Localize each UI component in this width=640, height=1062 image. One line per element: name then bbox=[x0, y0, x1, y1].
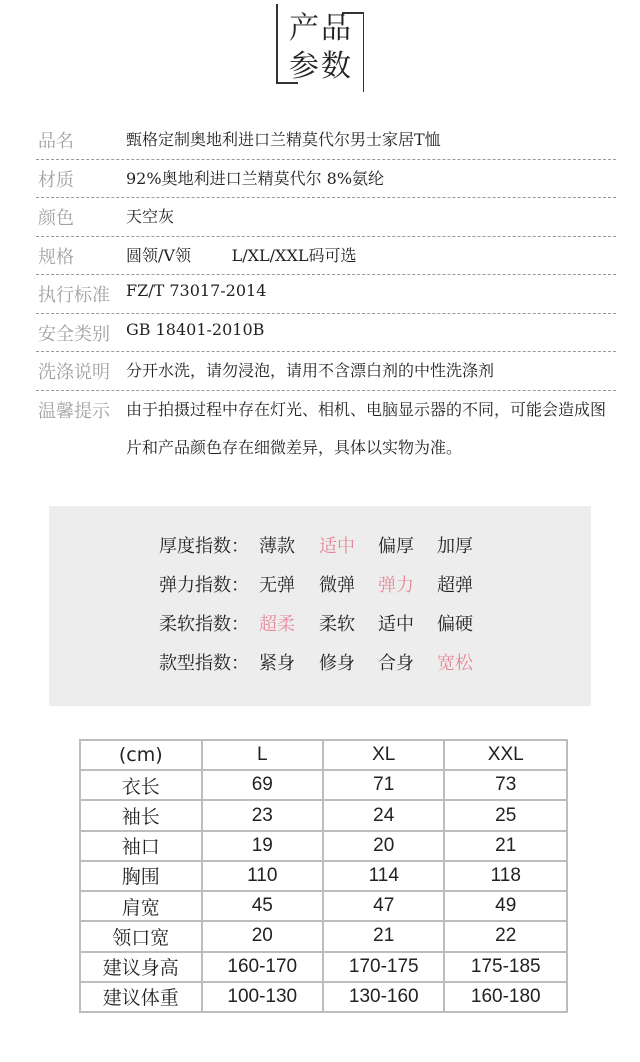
index-option-selected: 适中 bbox=[319, 536, 355, 557]
table-header-cell: L bbox=[202, 740, 323, 770]
table-cell: 19 bbox=[202, 831, 323, 861]
table-cell: 175-185 bbox=[444, 952, 567, 982]
table-row-label: 胸围 bbox=[80, 861, 202, 891]
table-row-label: 建议身高 bbox=[80, 952, 202, 982]
spec-label: 执行标准 bbox=[38, 285, 110, 306]
table-cell: 25 bbox=[444, 800, 567, 830]
table-row bbox=[80, 770, 567, 800]
table-row bbox=[80, 952, 567, 982]
index-label: 款型指数： bbox=[159, 653, 249, 674]
index-option: 偏硬 bbox=[437, 614, 473, 635]
table-row-label: 领口宽 bbox=[80, 921, 202, 951]
index-option: 偏厚 bbox=[378, 536, 414, 557]
spec-value: 分开水洗，请勿浸泡，请用不含漂白剂的中性洗涤剂 bbox=[126, 361, 495, 380]
table-cell: 160-170 bbox=[202, 952, 323, 982]
spec-value: 甄格定制奥地利进口兰精莫代尔男士家居T恤 bbox=[126, 130, 441, 149]
spec-label: 规格 bbox=[38, 246, 74, 268]
spec-value: GB 18401-2010B bbox=[126, 319, 265, 339]
index-option: 修身 bbox=[319, 653, 355, 674]
table-cell: 170-175 bbox=[323, 952, 444, 982]
index-option: 超弹 bbox=[437, 575, 473, 596]
table-row bbox=[80, 800, 567, 830]
section-title bbox=[276, 4, 364, 92]
index-panel bbox=[49, 506, 591, 706]
title-line-2: 参数 bbox=[289, 49, 353, 84]
index-option: 加厚 bbox=[437, 536, 473, 557]
table-row bbox=[80, 891, 567, 921]
spec-row-color bbox=[36, 198, 616, 237]
table-row bbox=[80, 831, 567, 861]
title-bracket-right bbox=[363, 12, 365, 92]
table-cell: 23 bbox=[202, 800, 323, 830]
spec-label: 颜色 bbox=[38, 208, 74, 229]
table-cell: 24 bbox=[323, 800, 444, 830]
spec-label: 品名 bbox=[38, 131, 74, 152]
table-header-cell: (cm) bbox=[80, 740, 202, 770]
spec-row-size bbox=[36, 237, 616, 276]
index-option: 适中 bbox=[378, 614, 414, 635]
table-cell: 22 bbox=[444, 921, 567, 951]
spec-label: 安全类别 bbox=[38, 323, 110, 345]
spec-value: 92%奥地利进口兰精莫代尔 8%氨纶 bbox=[126, 168, 385, 188]
spec-label: 洗涤说明 bbox=[38, 362, 110, 383]
index-option: 薄款 bbox=[259, 536, 295, 557]
table-cell: 21 bbox=[323, 921, 444, 951]
index-option: 柔软 bbox=[319, 614, 355, 635]
spec-label: 材质 bbox=[38, 169, 74, 191]
table-row-label: 建议体重 bbox=[80, 982, 202, 1012]
table-cell: 45 bbox=[202, 891, 323, 921]
table-cell: 49 bbox=[444, 891, 567, 921]
index-option-selected: 超柔 bbox=[259, 614, 295, 635]
spec-value: 天空灰 bbox=[126, 207, 175, 226]
table-cell: 110 bbox=[202, 861, 323, 891]
index-option-selected: 弹力 bbox=[378, 575, 414, 596]
table-header-cell: XXL bbox=[444, 740, 567, 770]
table-cell: 73 bbox=[444, 770, 567, 800]
spec-row-washing bbox=[36, 352, 616, 391]
title-line-1: 产品 bbox=[289, 11, 353, 46]
table-row bbox=[80, 861, 567, 891]
title-bracket-left bbox=[276, 4, 278, 82]
spec-value: 圆领/V领 L/XL/XXL码可选 bbox=[126, 245, 357, 265]
index-label: 柔软指数： bbox=[159, 614, 249, 635]
table-row-label: 袖口 bbox=[80, 831, 202, 861]
table-cell: 69 bbox=[202, 770, 323, 800]
table-row-label: 袖长 bbox=[80, 800, 202, 830]
index-option: 无弹 bbox=[259, 575, 295, 596]
table-cell: 71 bbox=[323, 770, 444, 800]
table-cell: 130-160 bbox=[323, 982, 444, 1012]
table-header-row bbox=[80, 740, 567, 770]
spec-value: 由于拍摄过程中存在灯光、相机、电脑显示器的不同，可能会造成图片和产品颜色存在细微差异，具体以实物为准。 bbox=[126, 399, 607, 457]
table-header-cell: XL bbox=[323, 740, 444, 770]
table-cell: 20 bbox=[202, 921, 323, 951]
spec-row-standard bbox=[36, 275, 616, 314]
table-cell: 160-180 bbox=[444, 982, 567, 1012]
table-row-label: 衣长 bbox=[80, 770, 202, 800]
size-table bbox=[79, 739, 568, 1013]
index-option-selected: 宽松 bbox=[437, 653, 473, 674]
table-cell: 100-130 bbox=[202, 982, 323, 1012]
index-option: 合身 bbox=[378, 653, 414, 674]
table-cell: 47 bbox=[323, 891, 444, 921]
index-label: 厚度指数： bbox=[159, 536, 249, 557]
table-row bbox=[80, 982, 567, 1012]
title-text bbox=[286, 10, 356, 86]
table-cell: 118 bbox=[444, 861, 567, 891]
spec-value: FZ/T 73017-2014 bbox=[126, 281, 267, 300]
spec-list bbox=[36, 121, 616, 471]
table-row-label: 肩宽 bbox=[80, 891, 202, 921]
index-option: 微弹 bbox=[319, 575, 355, 596]
spec-row-notice bbox=[36, 391, 616, 471]
table-cell: 114 bbox=[323, 861, 444, 891]
index-option: 紧身 bbox=[259, 653, 295, 674]
table-row bbox=[80, 921, 567, 951]
spec-row-material bbox=[36, 160, 616, 199]
spec-row-safety bbox=[36, 314, 616, 353]
table-cell: 20 bbox=[323, 831, 444, 861]
spec-label: 温馨提示 bbox=[38, 400, 110, 422]
spec-row-name bbox=[36, 121, 616, 160]
index-label: 弹力指数： bbox=[159, 575, 249, 596]
table-cell: 21 bbox=[444, 831, 567, 861]
